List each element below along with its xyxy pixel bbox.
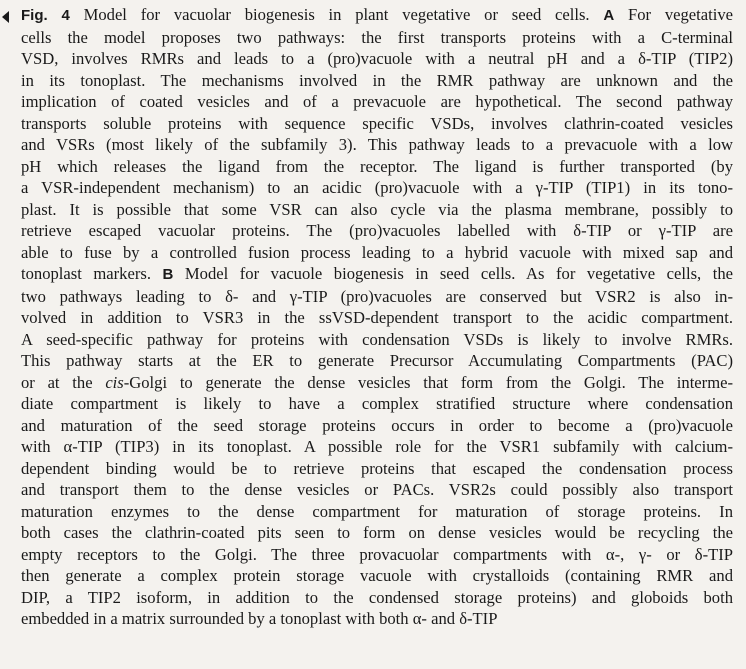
- caption-line: and VSRs (most likely of the subfamily 3). This pathway leads to a prevacuole with a low: [21, 135, 733, 154]
- caption-line: retrieve escaped vacuolar proteins. The (pro)vacuoles labelled with δ-TIP or γ-TIP are: [21, 221, 733, 240]
- caption-line: with α-TIP (TIP3) in its tonoplast. A possible role for the VSR1 subfamily with calcium-: [21, 437, 733, 456]
- caption-line: a VSR-independent mechanism) to an acidic (pro)vacuole with a γ-TIP (TIP1) in its tono-: [21, 178, 733, 197]
- caption-line: tonoplast markers. B Model for vacuole biogenesis in seed cells. As for vegetative cells, the: [21, 264, 733, 283]
- caption-line: implication of coated vesicles and of a prevacuole are hypothetical. The second pathway: [21, 92, 733, 111]
- caption-line: and maturation of the seed storage proteins occurs in order to become a (pro)vacuole: [21, 415, 733, 435]
- caption-line: A seed-specific pathway for proteins with condensation VSDs is likely to involve RMRs.: [21, 329, 733, 349]
- panel-b-label: B: [162, 266, 174, 283]
- caption-line: or at the cis-Golgi to generate the dense vesicles that form from the Golgi. The interme-: [21, 372, 733, 392]
- figure-caption: [21, 4, 733, 630]
- caption-line: and transport them to the dense vesicles or PACs. VSR2s could possibly also transport: [21, 480, 733, 499]
- caption-arrow-icon: [2, 11, 9, 23]
- caption-line: plast. It is possible that some VSR can also cycle via the plasma membrane, possibly to: [21, 199, 733, 219]
- caption-line: volved in addition to VSR3 in the ssVSD-dependent transport to the acidic compartment.: [21, 308, 733, 327]
- cis-italic: cis: [105, 372, 124, 392]
- caption-line: embedded in a matrix surrounded by a tonoplast with both α- and δ-TIP: [21, 609, 498, 628]
- figure-label: Fig. 4: [21, 7, 70, 24]
- caption-line: cells the model proposes two pathways: the first transports proteins with a C-terminal: [21, 27, 733, 47]
- caption-line: both cases the clathrin-coated pits seen to form on dense vesicles would be recycling the: [21, 523, 733, 542]
- caption-line: This pathway starts at the ER to generate Precursor Accumulating Compartments (PAC): [21, 351, 733, 370]
- panel-a-label: A: [603, 7, 615, 24]
- caption-line: pH which releases the ligand from the receptor. The ligand is further transported (by: [21, 156, 733, 176]
- caption-line: empty receptors to the Golgi. The three provacuolar compartments with α-, γ- or δ-TIP: [21, 544, 733, 564]
- caption-line: able to fuse by a controlled fusion process leading to a hybrid vacuole with mixed sap and: [21, 242, 733, 262]
- caption-line: VSD, involves RMRs and leads to a (pro)vacuole with a neutral pH and a δ-TIP (TIP2): [21, 49, 733, 68]
- caption-line: dependent binding would be to retrieve proteins that escaped the condensation process: [21, 458, 733, 478]
- caption-line: DIP, a TIP2 isoform, in addition to the condensed storage proteins) and globoids both: [21, 587, 733, 607]
- caption-line: diate compartment is likely to have a complex stratified structure where condensation: [21, 394, 733, 413]
- caption-line: transports soluble proteins with sequence specific VSDs, involves clathrin-coated vesicles: [21, 113, 733, 133]
- caption-line: two pathways leading to δ- and γ-TIP (pro)vacuoles are conserved but VSR2 is also in-: [21, 286, 733, 306]
- caption-line: Fig. 4 Model for vacuolar biogenesis in plant vegetative or seed cells. A For vegetative: [21, 5, 734, 24]
- caption-line: in its tonoplast. The mechanisms involved in the RMR pathway are unknown and the: [21, 70, 733, 90]
- caption-line: then generate a complex protein storage vacuole with crystalloids (containing RMR and: [21, 566, 733, 585]
- caption-line: maturation enzymes to the dense compartment for maturation of storage proteins. In: [21, 501, 733, 521]
